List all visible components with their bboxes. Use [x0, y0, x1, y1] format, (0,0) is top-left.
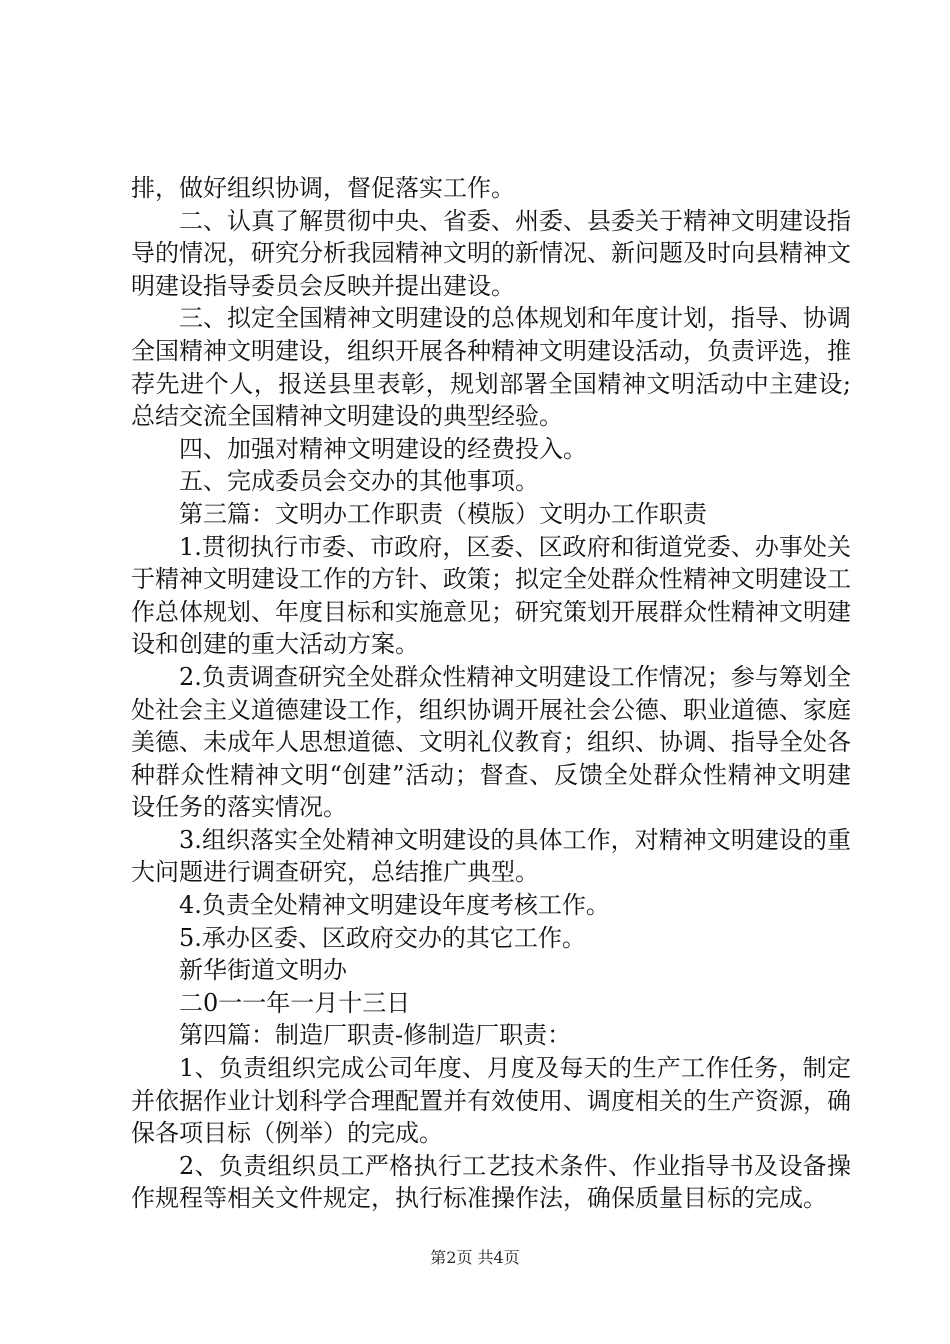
signature-date: 二0一一年一月十三日 — [179, 988, 411, 1017]
paragraph: 2.负责调查研究全处群众性精神文明建设工作情况；参与筹划全处社会主义道德建设工作，组织协调开展社会公德、职业道德、家庭美德、未成年人思想道德、文明礼仪教育；组织、协调、指导全处各种群众性精神文明“创建”活动；督查、反馈全处群众性精神文明建设任务的落实情况。 — [131, 662, 851, 822]
paragraph: 五、完成委员会交办的其他事项。 — [179, 467, 539, 496]
paragraph: 三、拟定全国精神文明建设的总体规划和年度计划，指导、协调全国精神文明建设，组织开展各种精神文明建设活动，负责评选，推荐先进个人，报送县里表彰，规划部署全国精神文明活动中主建设;总结交流全国精神文明建设的典型经验。 — [131, 304, 851, 431]
paragraph: 排，做好组织协调，督促落实工作。 — [131, 174, 515, 202]
signature-organization: 新华街道文明办 — [179, 956, 347, 985]
paragraph: 2、负责组织员工严格执行工艺技术条件、作业指导书及设备操作规程等相关文件规定，执行标准操作法，确保质量目标的完成。 — [131, 1151, 851, 1213]
paragraph: 5.承办区委、区政府交办的其它工作。 — [179, 923, 586, 952]
paragraph: 二、认真了解贯彻中央、省委、州委、县委关于精神文明建设指导的情况，研究分析我园精神文明的新情况、新问题及时向县精神文明建设指导委员会反映并提出建设。 — [131, 206, 851, 300]
paragraph: 4.负责全处精神文明建设年度考核工作。 — [179, 891, 610, 920]
section-heading: 第四篇：制造厂职责-修制造厂职责： — [179, 1021, 572, 1050]
section-heading: 第三篇：文明办工作职责（模版）文明办工作职责 — [179, 499, 707, 528]
paragraph: 1、负责组织完成公司年度、月度及每天的生产工作任务，制定并依据作业计划科学合理配置并有效使用、调度相关的生产资源，确保各项目标（例举）的完成。 — [131, 1054, 851, 1148]
document-body — [131, 172, 851, 1215]
page-number-footer: 第2页 共4页 — [430, 1248, 520, 1267]
paragraph: 3.组织落实全处精神文明建设的具体工作，对精神文明建设的重大问题进行调查研究，总结推广典型。 — [131, 825, 851, 887]
paragraph: 1.贯彻执行市委、市政府，区委、区政府和街道党委、办事处关于精神文明建设工作的方针、政策；拟定全处群众性精神文明建设工作总体规划、年度目标和实施意见；研究策划开展群众性精神文明建设和创建的重大活动方案。 — [131, 532, 851, 659]
paragraph: 四、加强对精神文明建设的经费投入。 — [179, 434, 587, 463]
